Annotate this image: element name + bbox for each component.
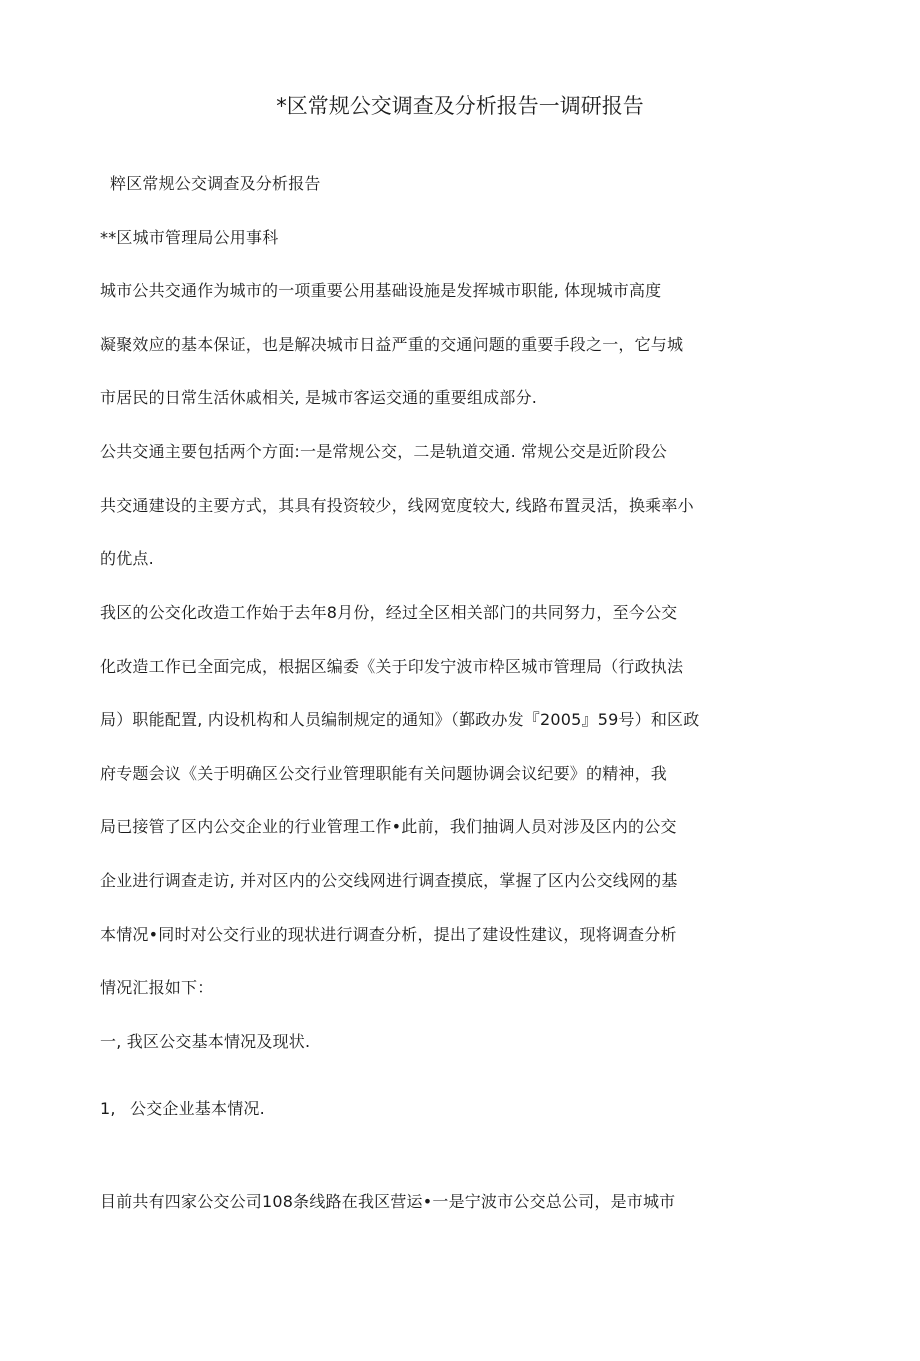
paragraph-line: 凝聚效应的基本保证，也是解决城市日益严重的交通问题的重要手段之一，它与城 — [100, 335, 684, 354]
paragraph-line: 市居民的日常生活休戚相关, 是城市客运交通的重要组成部分. — [100, 388, 538, 407]
document-subtitle: 粹区常规公交调查及分析报告 — [110, 174, 321, 193]
paragraph-line: 本情况•同时对公交行业的现状进行调查分析，提出了建设性建议，现将调查分析 — [100, 925, 677, 944]
author-line: **区城市管理局公用事科 — [100, 228, 279, 247]
paragraph-line: 化改造工作已全面完成，根据区编委《关于印发宁波市枠区城市管理局（行政执法 — [100, 657, 684, 676]
paragraph-line: 我区的公交化改造工作始于去年8月份，经过全区相关部门的共同努力，至今公交 — [100, 603, 678, 622]
paragraph-line: 目前共有四家公交公司108条线路在我区营运•一是宁波市公交总公司，是市城市 — [100, 1192, 676, 1211]
paragraph-line: 共交通建设的主要方式，其具有投资较少，线网宽度较大, 线路布置灵活，换乘率小 — [100, 496, 694, 515]
paragraph-line: 公共交通主要包括两个方面:一是常规公交，二是轨道交通. 常规公交是近阶段公 — [100, 442, 667, 461]
item-text: 公交企业基本情况. — [130, 1099, 265, 1118]
paragraph-line: 城市公共交通作为城市的一项重要公用基础设施是发挥城市职能, 体现城市高度 — [100, 281, 662, 300]
paragraph-line: 局）职能配置, 内设机构和人员编制规定的通知》（鄞政办发『2005』59号）和区政 — [100, 710, 700, 729]
section-heading: 一, 我区公交基本情况及现状. — [100, 1032, 311, 1051]
paragraph-line: 府专题会议《关于明确区公交行业管理职能有关问题协调会议纪要》的精神，我 — [100, 764, 668, 783]
numbered-item — [100, 1097, 265, 1121]
item-number: 1, — [100, 1099, 116, 1118]
paragraph-line: 的优点. — [100, 549, 154, 568]
document-title: *区常规公交调查及分析报告一调研报告 — [276, 94, 644, 118]
paragraph-line: 企业进行调查走访, 并对区内的公交线网进行调查摸底，掌握了区内公交线网的基 — [100, 871, 678, 890]
paragraph-line: 局已接管了区内公交企业的行业管理工作•此前，我们抽调人员对涉及区内的公交 — [100, 817, 677, 836]
paragraph-line: 情况汇报如下： — [100, 978, 214, 997]
